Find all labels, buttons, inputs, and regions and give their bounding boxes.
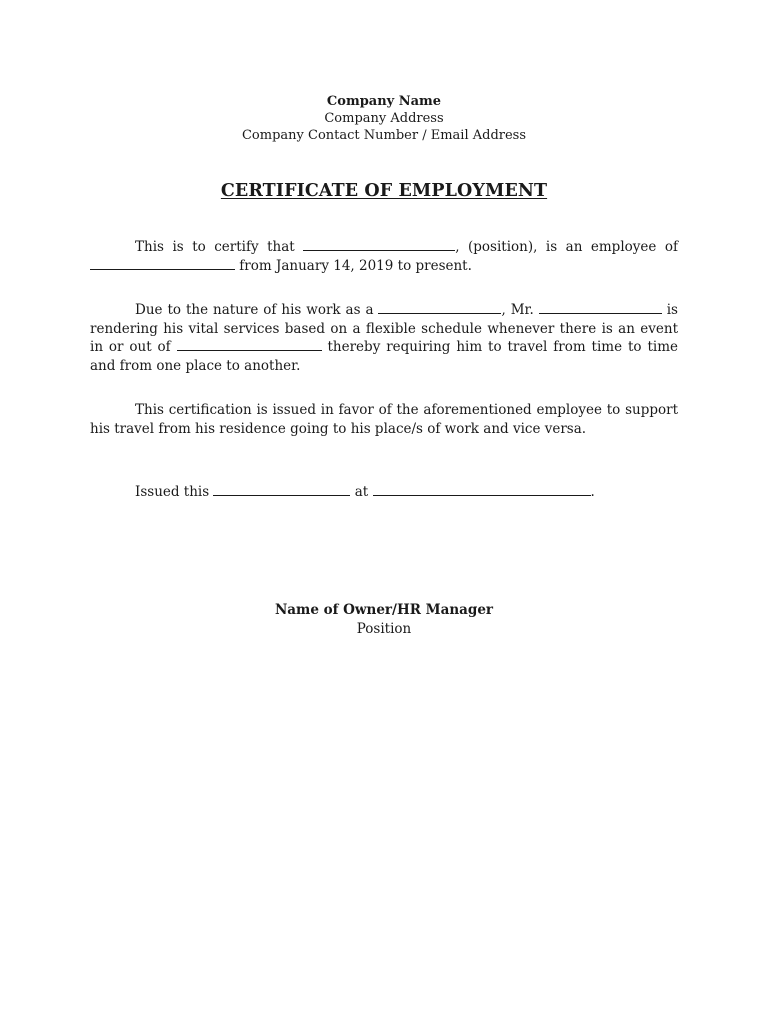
paragraph-1-text-b: , (position), is an employee of — [455, 239, 678, 255]
paragraph-issued — [90, 483, 678, 502]
work-position-blank[interactable] — [378, 301, 501, 314]
signatory-position: Position — [356, 621, 412, 637]
paragraph-4-text-b: at — [350, 484, 373, 500]
paragraph-2-text-d: thereby requiring him to travel from time to time and from one place to another. — [90, 339, 678, 374]
issue-date-blank[interactable] — [213, 483, 350, 496]
paragraph-certification-purpose — [90, 401, 678, 438]
paragraph-nature-of-work — [90, 301, 678, 375]
paragraph-2-text-c: is rendering his vital services based on a flexible schedule whenever there is an event in or out of — [90, 302, 678, 355]
employee-name-blank[interactable] — [303, 238, 455, 251]
paragraph-certify — [90, 238, 678, 275]
paragraph-2-text-a: Due to the nature of his work as a — [135, 302, 379, 318]
event-location-blank[interactable] — [177, 338, 322, 351]
paragraph-4-text-a: Issued this — [135, 484, 214, 500]
paragraph-1-text-a: This is to certify that — [135, 239, 304, 255]
paragraph-1-text-c: from January 14, 2019 to present. — [235, 257, 472, 274]
company-address: Company Address — [324, 111, 444, 126]
letterhead — [0, 93, 768, 144]
paragraph-4-text-c: . — [590, 484, 595, 500]
company-name: Company Name — [326, 94, 442, 109]
employer-name-blank[interactable] — [90, 257, 235, 270]
signatory-name: Name of Owner/HR Manager — [274, 602, 494, 618]
issue-place-blank[interactable] — [373, 483, 591, 496]
paragraph-2-text-b: , Mr. — [501, 302, 539, 318]
mr-name-blank[interactable] — [539, 301, 662, 314]
signature-block — [0, 601, 768, 639]
document-title: CERTIFICATE OF EMPLOYMENT — [220, 181, 548, 201]
paragraph-3-text: This certification is issued in favor of the aforementioned employee to support his travel from his residence going to his place/s of work and vice versa. — [90, 402, 678, 437]
company-contact: Company Contact Number / Email Address — [241, 128, 527, 143]
